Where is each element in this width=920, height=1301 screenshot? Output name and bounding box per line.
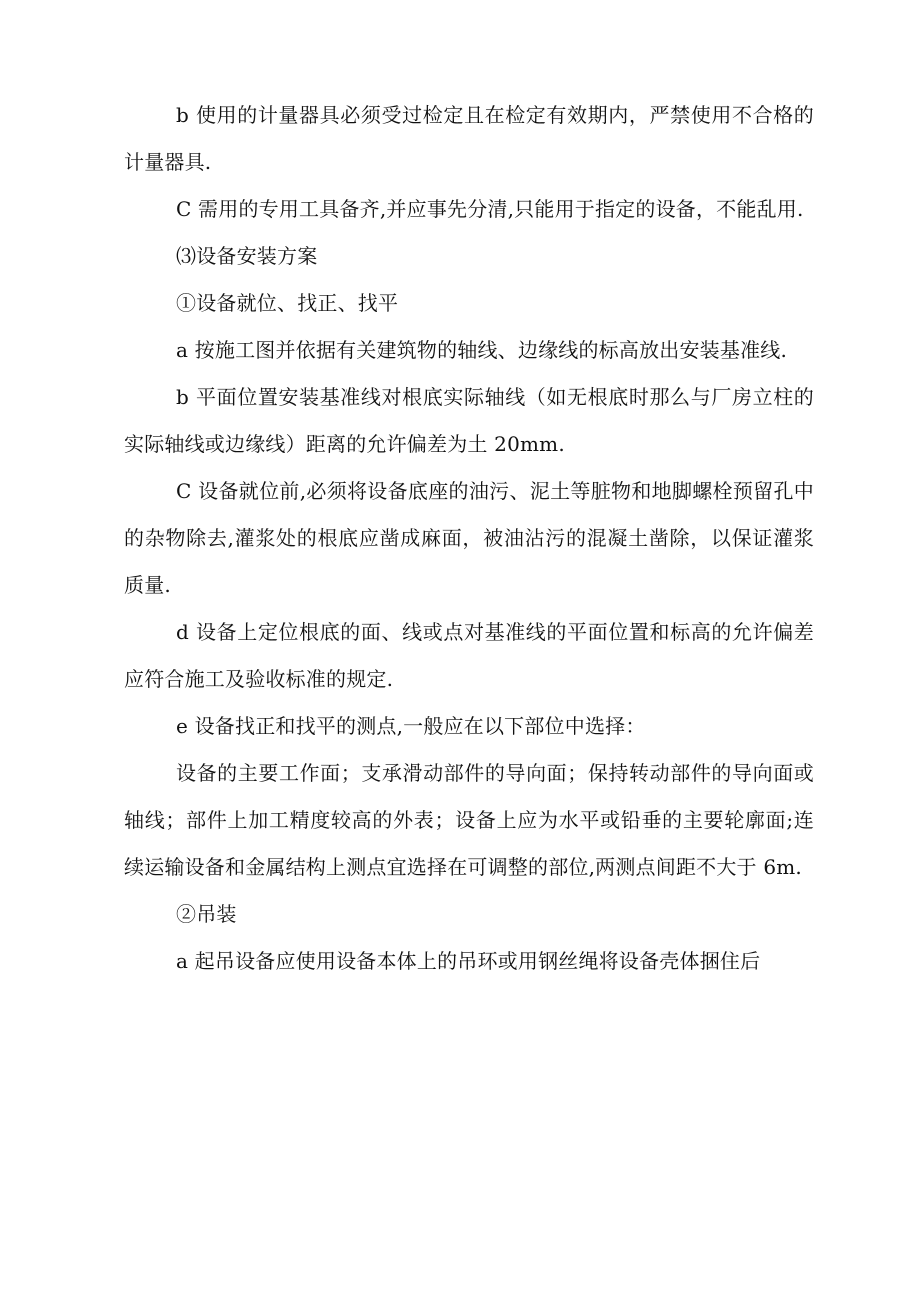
paragraph-e-measuring-points: e 设备找正和找平的测点,一般应在以下部位中选择： bbox=[176, 714, 646, 738]
paragraph-b-plane-position: b 平面位置安装基准线对根底实际轴线（如无根底时那么与厂房立柱的实际轴线或边缘线）距离的允许偏差为土 20mm. bbox=[124, 385, 814, 456]
paragraph-a-baseline: a 按施工图并依据有关建筑物的轴线、边缘线的标高放出安装基准线. bbox=[176, 338, 788, 362]
paragraph-measuring-point-locations: 设备的主要工作面；支承滑动部件的导向面；保持转动部件的导向面或轴线；部件上加工精度较高的外表；设备上应为水平或铅垂的主要轮廓面;连续运输设备和金属结构上测点宜选择在可调整的部位,两测点间距不大于 6m. bbox=[124, 761, 814, 879]
paragraph-d-positioning-tolerance: d 设备上定位根底的面、线或点对基准线的平面位置和标高的允许偏差应符合施工及验收标准的规定. bbox=[124, 620, 814, 691]
paragraph-c-before-positioning: C 设备就位前,必须将设备底座的油污、泥土等脏物和地脚螺栓预留孔中的杂物除去,灌浆处的根底应凿成麻面，被油沾污的混凝土凿除，以保证灌浆质量. bbox=[124, 479, 814, 597]
heading-installation-plan: ⑶设备安装方案 bbox=[176, 244, 318, 268]
paragraph-c-special-tools: C 需用的专用工具备齐,并应事先分清,只能用于指定的设备，不能乱用. bbox=[176, 197, 804, 221]
document-body bbox=[124, 92, 814, 985]
paragraph-b-metering-tools: b 使用的计量器具必须受过检定且在检定有效期内，严禁使用不合格的计量器具. bbox=[124, 103, 814, 174]
heading-positioning-alignment-leveling: ①设备就位、找正、找平 bbox=[176, 291, 399, 315]
paragraph-a-lifting-equipment: a 起吊设备应使用设备本体上的吊环或用钢丝绳将设备壳体捆住后 bbox=[176, 949, 761, 973]
heading-hoisting: ②吊装 bbox=[176, 902, 237, 926]
